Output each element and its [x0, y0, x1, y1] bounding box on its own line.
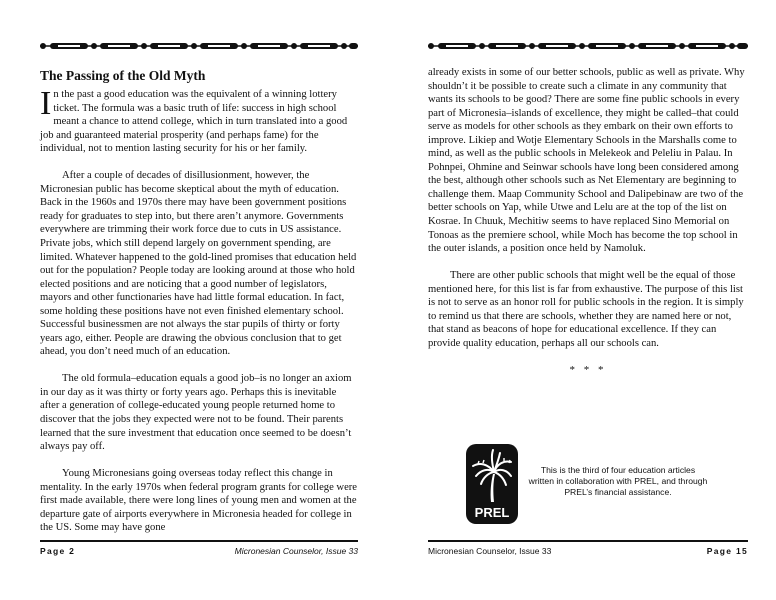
- publication-name-right: Micronesian Counselor, Issue 33: [428, 546, 552, 556]
- publication-name: Micronesian Counselor, Issue 33: [234, 546, 358, 556]
- left-column-text: [40, 85, 358, 548]
- footer-rule: [40, 540, 358, 542]
- paragraph-5: already exists in some of our better schools, public as well as private. Why shouldn’t it be possible to create such a climate in any community that wants its schools to be good? There are some fine public schools in every part of Micronesia–islands of excellence, they might be called–that could serve as models for other schools as they embark on their own efforts to improve. Likiep and Wotje Elementary Schools in the Marshalls come to mind, as well as the public schools in Melekeok and Peleliu in Palau. In Pohnpei, Ohmine and Seinwar schools have long been considered among the best, although other schools such as Net Elementary are beginning to challenge them. Maap Community School and Dalipebinaw are two of the better schools on Yap, while Utwe and Lelu are at the top of the list on Kosrae. In Chuuk, Mechitiw seems to have replaced Sino Memorial on Tonoas as the premiere school, while Moch has become the top school in the outer islands, a position once held by Namoluk.: [428, 67, 745, 255]
- page-number: Page 2: [40, 546, 76, 556]
- prel-logo: [466, 444, 518, 524]
- ornament-border-left: [40, 40, 358, 52]
- right-column-text: [428, 66, 748, 377]
- logo-text: PREL: [474, 505, 510, 520]
- paragraph-6: There are other public schools that might well be the equal of those mentioned here, for this list is far from exhaustive. The purpose of this list is not to serve as an honor roll for public schools in the region. It is simply to remind us that there are schools, whether they are named here or not, that stand as beacons of hope for educational excellence. If they can provide quality education, perhaps all our schools can.: [428, 270, 744, 349]
- footer-rule-right: [428, 540, 748, 542]
- drop-cap: I: [40, 85, 52, 122]
- right-page: [388, 0, 776, 600]
- paragraph-3: The old formula–education equals a good job–is no longer an axiom in our day as it was thirty or forty years ago. Perhaps this is inevitable after a generation of college-educated young people returned home to discover that the jobs they expected were not to be found. Their parents learned that the sure investment that education once seemed to be doesn’t always pay off.: [40, 373, 352, 453]
- paragraph-2: After a couple of decades of disillusionment, however, the Micronesian public has become skeptical about the myth of education. Back in the 1960s and 1970s there may have been government positions ready for graduates to step into, but there aren’t anymore. Governments everywhere are trimming their work force due to cuts in US assistance. Private jobs, which still depend largely on government spending, are limited. Whatever happened to the gold-lined promises that education held out for the population? People today are looking around at those who hold elected positions and are noticing that a good number of legislators, mayors and other functionaries have had little formal education. In fact, some holding these positions have not even finished elementary school. Successful businessmen are not always the star pupils of thirty or forty years ago, either. People are drawing the obvious conclusion that to get ahead, you don’t need much of an education.: [40, 170, 357, 358]
- credit-note: This is the third of four education articles written in collaboration with PREL, and through PREL’s financial assistance.: [528, 465, 708, 497]
- paragraph-1: In the past a good education was the equivalent of a winning lottery ticket. The formula was a basic truth of life: success in high school meant a chance to attend college, which in turn translated into a good job and guaranteed material prosperity (and perhaps fame) for the individual, not to mention lasting security for his or her family.: [40, 85, 348, 155]
- page-number-right: Page 15: [706, 546, 748, 556]
- paragraph-4: Young Micronesians going overseas today reflect this change in mentality. In the early 1970s when federal program grants for college were first made available, there were long lines of young men and women at the departure gate of airports everywhere in Micronesia headed for college in the US. Some may have gone: [40, 468, 357, 534]
- article-title: The Passing of the Old Myth: [40, 68, 206, 83]
- section-separator: * * *: [569, 363, 607, 376]
- ornament-border-right: [428, 40, 748, 52]
